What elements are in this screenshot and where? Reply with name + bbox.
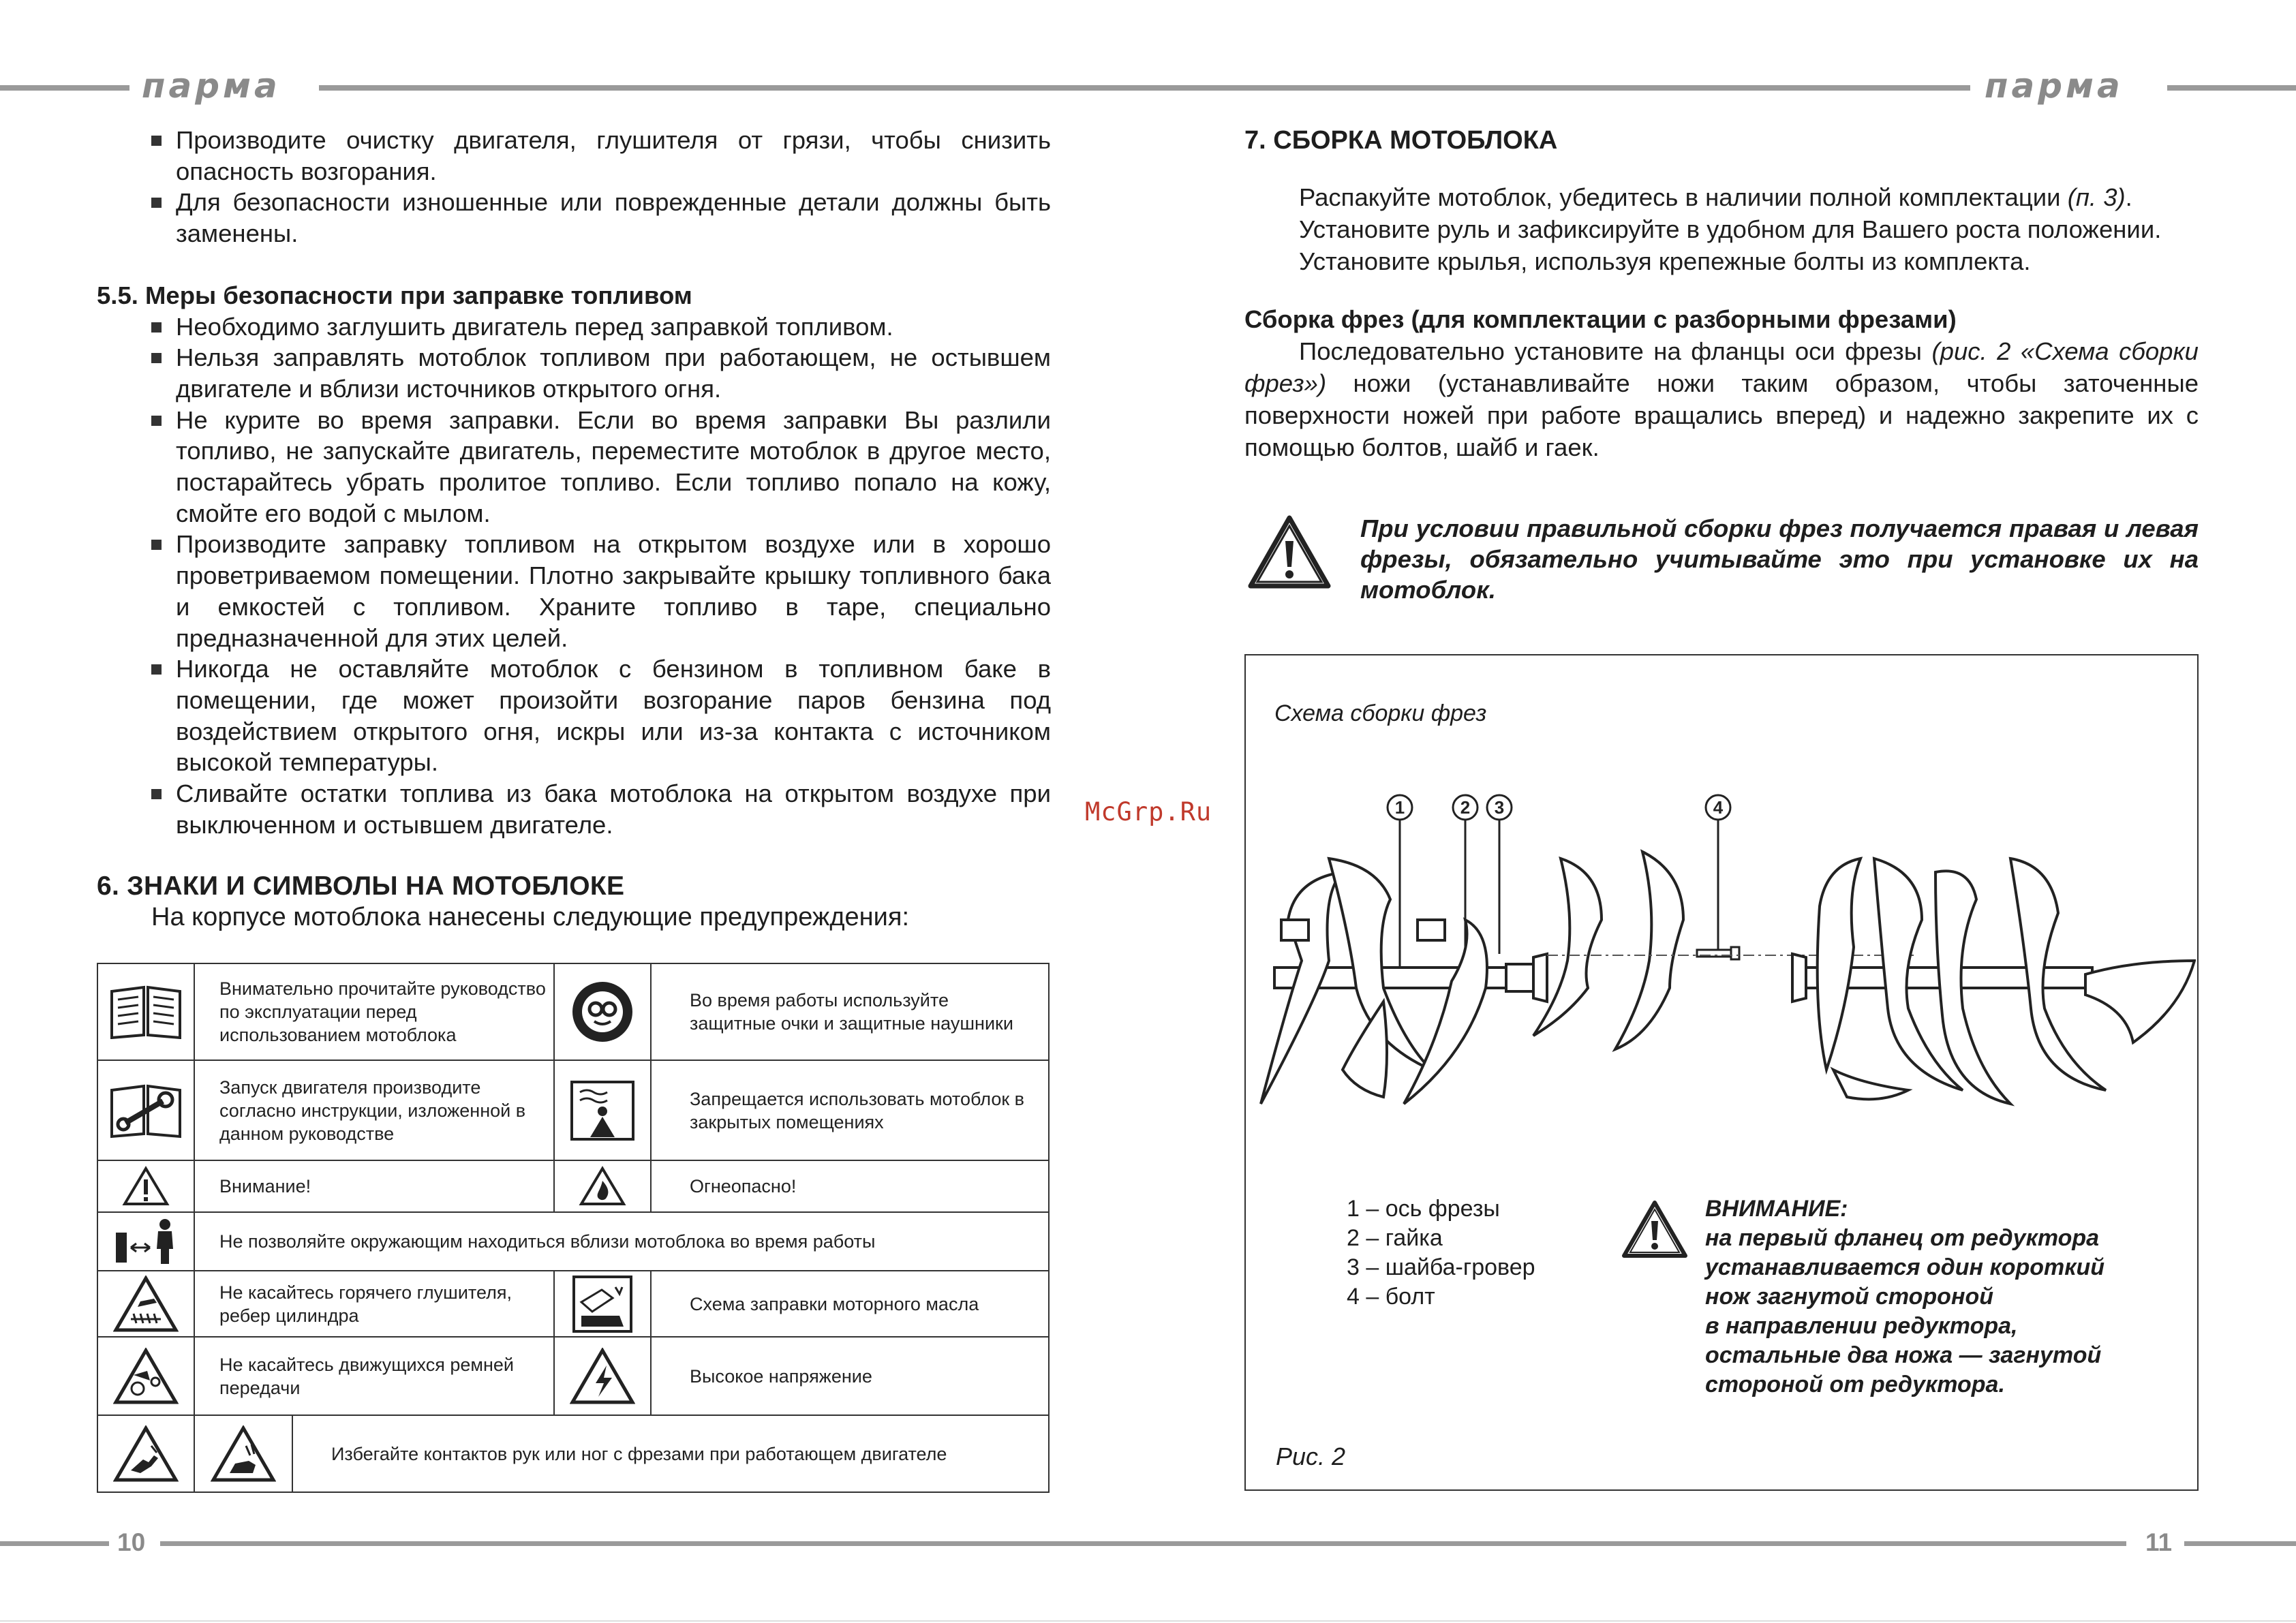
footer-rule-right [2184,1541,2296,1546]
symbol-description: Не касайтесь горячего глушителя, ребер цилиндра [219,1282,512,1326]
section-5-5-title: 5.5. Меры безопасности при заправке топливом [97,281,692,309]
paragraph-text: . [2125,183,2132,211]
page-number-right: 11 [2145,1528,2173,1556]
callout-label: 3 [1494,797,1505,818]
hand-tiller-hazard-icon [98,1416,194,1491]
assembly-paragraph: Установите крылья, используя крепежные болты из комплекта. [1299,247,2031,275]
legend-item: 1 – ось фрезы [1347,1196,1500,1222]
tiller-assembly-diagram [1247,784,2196,1138]
warning-triangle-icon [98,1161,194,1211]
watermark: McGrp.Ru [1085,797,1212,826]
left-page-content [97,125,1051,933]
symbol-description: Огнеопасно! [690,1176,797,1196]
table-divider [650,1270,652,1415]
attention-line: стороной от редуктора. [1705,1372,2005,1397]
assembly-paragraph [1244,181,2199,213]
legend-item: 4 – болт [1347,1284,1435,1310]
list-item: Сливайте остатки топлива из бака мотоблока на открытом воздухе при выключенном и остывшем двигателе. [97,778,1051,840]
keep-distance-icon [98,1213,194,1270]
callout-label: 1 [1394,797,1405,818]
header-rule-right [2167,85,2296,91]
assembly-paragraph: Установите руль и зафиксируйте в удобном для Вашего роста положении. [1299,215,2162,243]
attention-line: устанавливается один короткий [1705,1254,2105,1280]
flammable-icon [555,1161,650,1211]
moving-belt-icon [98,1338,194,1415]
attention-line: остальные два ножа — загнутой [1705,1342,2102,1368]
figure-title: Схема сборки фрез [1274,700,1487,726]
symbols-table [97,963,1050,1493]
brand-logo-right: парма [1985,66,2124,106]
goggles-earmuffs-icon [555,964,650,1060]
list-item: Для безопасности изношенные или поврежденные детали должны быть заменены. [97,187,1051,249]
list-item: Никогда не оставляйте мотоблок с бензином в топливном баке в помещении, где может произойти возгорание паров бензина под воздействием открытого огня, искры или из-за контакта с источником высокой температуры. [97,653,1051,778]
table-divider [292,1415,293,1491]
book-icon [98,964,194,1060]
hot-surface-icon [98,1271,194,1336]
oil-filling-icon [555,1271,650,1336]
callout-label: 4 [1713,797,1724,818]
tiller-assembly-paragraph [1244,335,2199,463]
list-item: Производите очистку двигателя, глушителя от грязи, чтобы снизить опасность возгорания. [97,125,1051,187]
paragraph-reference: (рис. 2 «Схема сборки фрез») [1244,337,2199,397]
legend-item: 3 – шайба-гровер [1347,1254,1535,1280]
warning-text: При условии правильной сборки фрез получается правая и левая фрезы, обязательно учитывайте это при установке их на мотоблок. [1360,514,2199,604]
section-6-intro: На корпусе мотоблока нанесены следующие предупреждения: [151,903,910,932]
symbol-description: Внимание! [219,1176,311,1196]
paragraph-reference: (п. 3) [2067,183,2126,211]
symbol-description: Не позволяйте окружающим находиться вблизи мотоблока во время работы [219,1231,876,1252]
callout-label: 2 [1460,797,1471,818]
no-indoor-use-icon [555,1061,650,1160]
paragraph-text: Распакуйте мотоблок, убедитесь в наличии полной комплектации [1299,183,2068,211]
table-divider [650,964,652,1211]
manual-wrench-icon [98,1061,194,1160]
legend-item: 2 – гайка [1347,1225,1443,1251]
subsection-title: Сборка фрез (для комплектации с разборными фрезами) [1244,305,1957,333]
list-item: Необходимо заглушить двигатель перед заправкой топливом. [97,311,1051,343]
brand-logo-left: парма [142,66,281,106]
attention-line: нож загнутой стороной [1705,1284,1994,1310]
intro-bullet-list [97,125,1051,249]
paragraph-text: Последовательно установите на фланцы оси фрезы [1299,337,1932,365]
figure-legend [1347,1194,1535,1312]
symbol-description: Схема заправки моторного масла [690,1293,979,1314]
list-item: Производите заправку топливом на открытом воздухе или в хорошо проветриваемом помещении. Плотно закрывайте крышку топливного бака и емкостей с топливом. Храните топливо в таре, специально предназначенной для этих целей. [97,529,1051,653]
list-item: Нельзя заправлять мотоблок топливом при работающем, не остывшем двигателе и вблизи источников открытого огня. [97,342,1051,404]
symbol-description: Запуск двигателя производите согласно инструкции, изложенной в данном руководстве [219,1077,526,1144]
symbol-description: Внимательно прочитайте руководство по эксплуатации перед использованием мотоблока [219,978,546,1045]
attention-note [1705,1194,2104,1400]
right-page-content [1244,125,2199,463]
attention-title: ВНИМАНИЕ: [1705,1196,1848,1222]
attention-line: в направлении редуктора, [1705,1313,2018,1339]
footer-rule-left [0,1541,109,1546]
symbol-description: Не касайтесь движущихся ремней передачи [219,1354,514,1398]
foot-tiller-hazard-icon [195,1416,292,1491]
bottom-edge-line [0,1620,2296,1622]
high-voltage-icon [555,1338,650,1415]
table-divider [194,964,195,1491]
fuel-safety-list [97,311,1051,841]
symbol-description: Запрещается использовать мотоблок в закрытых помещениях [690,1088,1024,1132]
figure-caption: Рис. 2 [1276,1442,1346,1470]
attention-line: на первый фланец от редуктора [1705,1225,2100,1251]
symbol-description: Избегайте контактов рук или ног с фрезами при работающем двигателе [331,1443,947,1464]
section-6-title: 6. ЗНАКИ И СИМВОЛЫ НА МОТОБЛОКЕ [97,871,625,901]
header-rule-center [319,85,1970,91]
footer-rule-center [160,1541,2126,1546]
paragraph-text: ножи (устанавливайте ножи таким образом, чтобы заточенные поверхности ножей при работе вращались вперед) и надежно закрепите их с помощью болтов, шайб и гаек. [1244,369,2199,461]
section-7-title: 7. СБОРКА МОТОБЛОКА [1244,126,1558,155]
list-item: Не курите во время заправки. Если во время заправки Вы разлили топливо, не запускайте двигатель, переместите мотоблок в другое место, постарайтесь убрать пролитое топливо. Если топливо попало на кожу, смойте его водой с мылом. [97,405,1051,529]
header-rule-left [0,85,129,91]
warning-triangle-icon [1619,1198,1690,1261]
symbol-description: Высокое напряжение [690,1365,872,1387]
symbol-description: Во время работы используйте защитные очки и защитные наушники [690,990,1013,1034]
page-number-left: 10 [117,1528,146,1556]
warning-triangle-icon [1244,512,1334,591]
